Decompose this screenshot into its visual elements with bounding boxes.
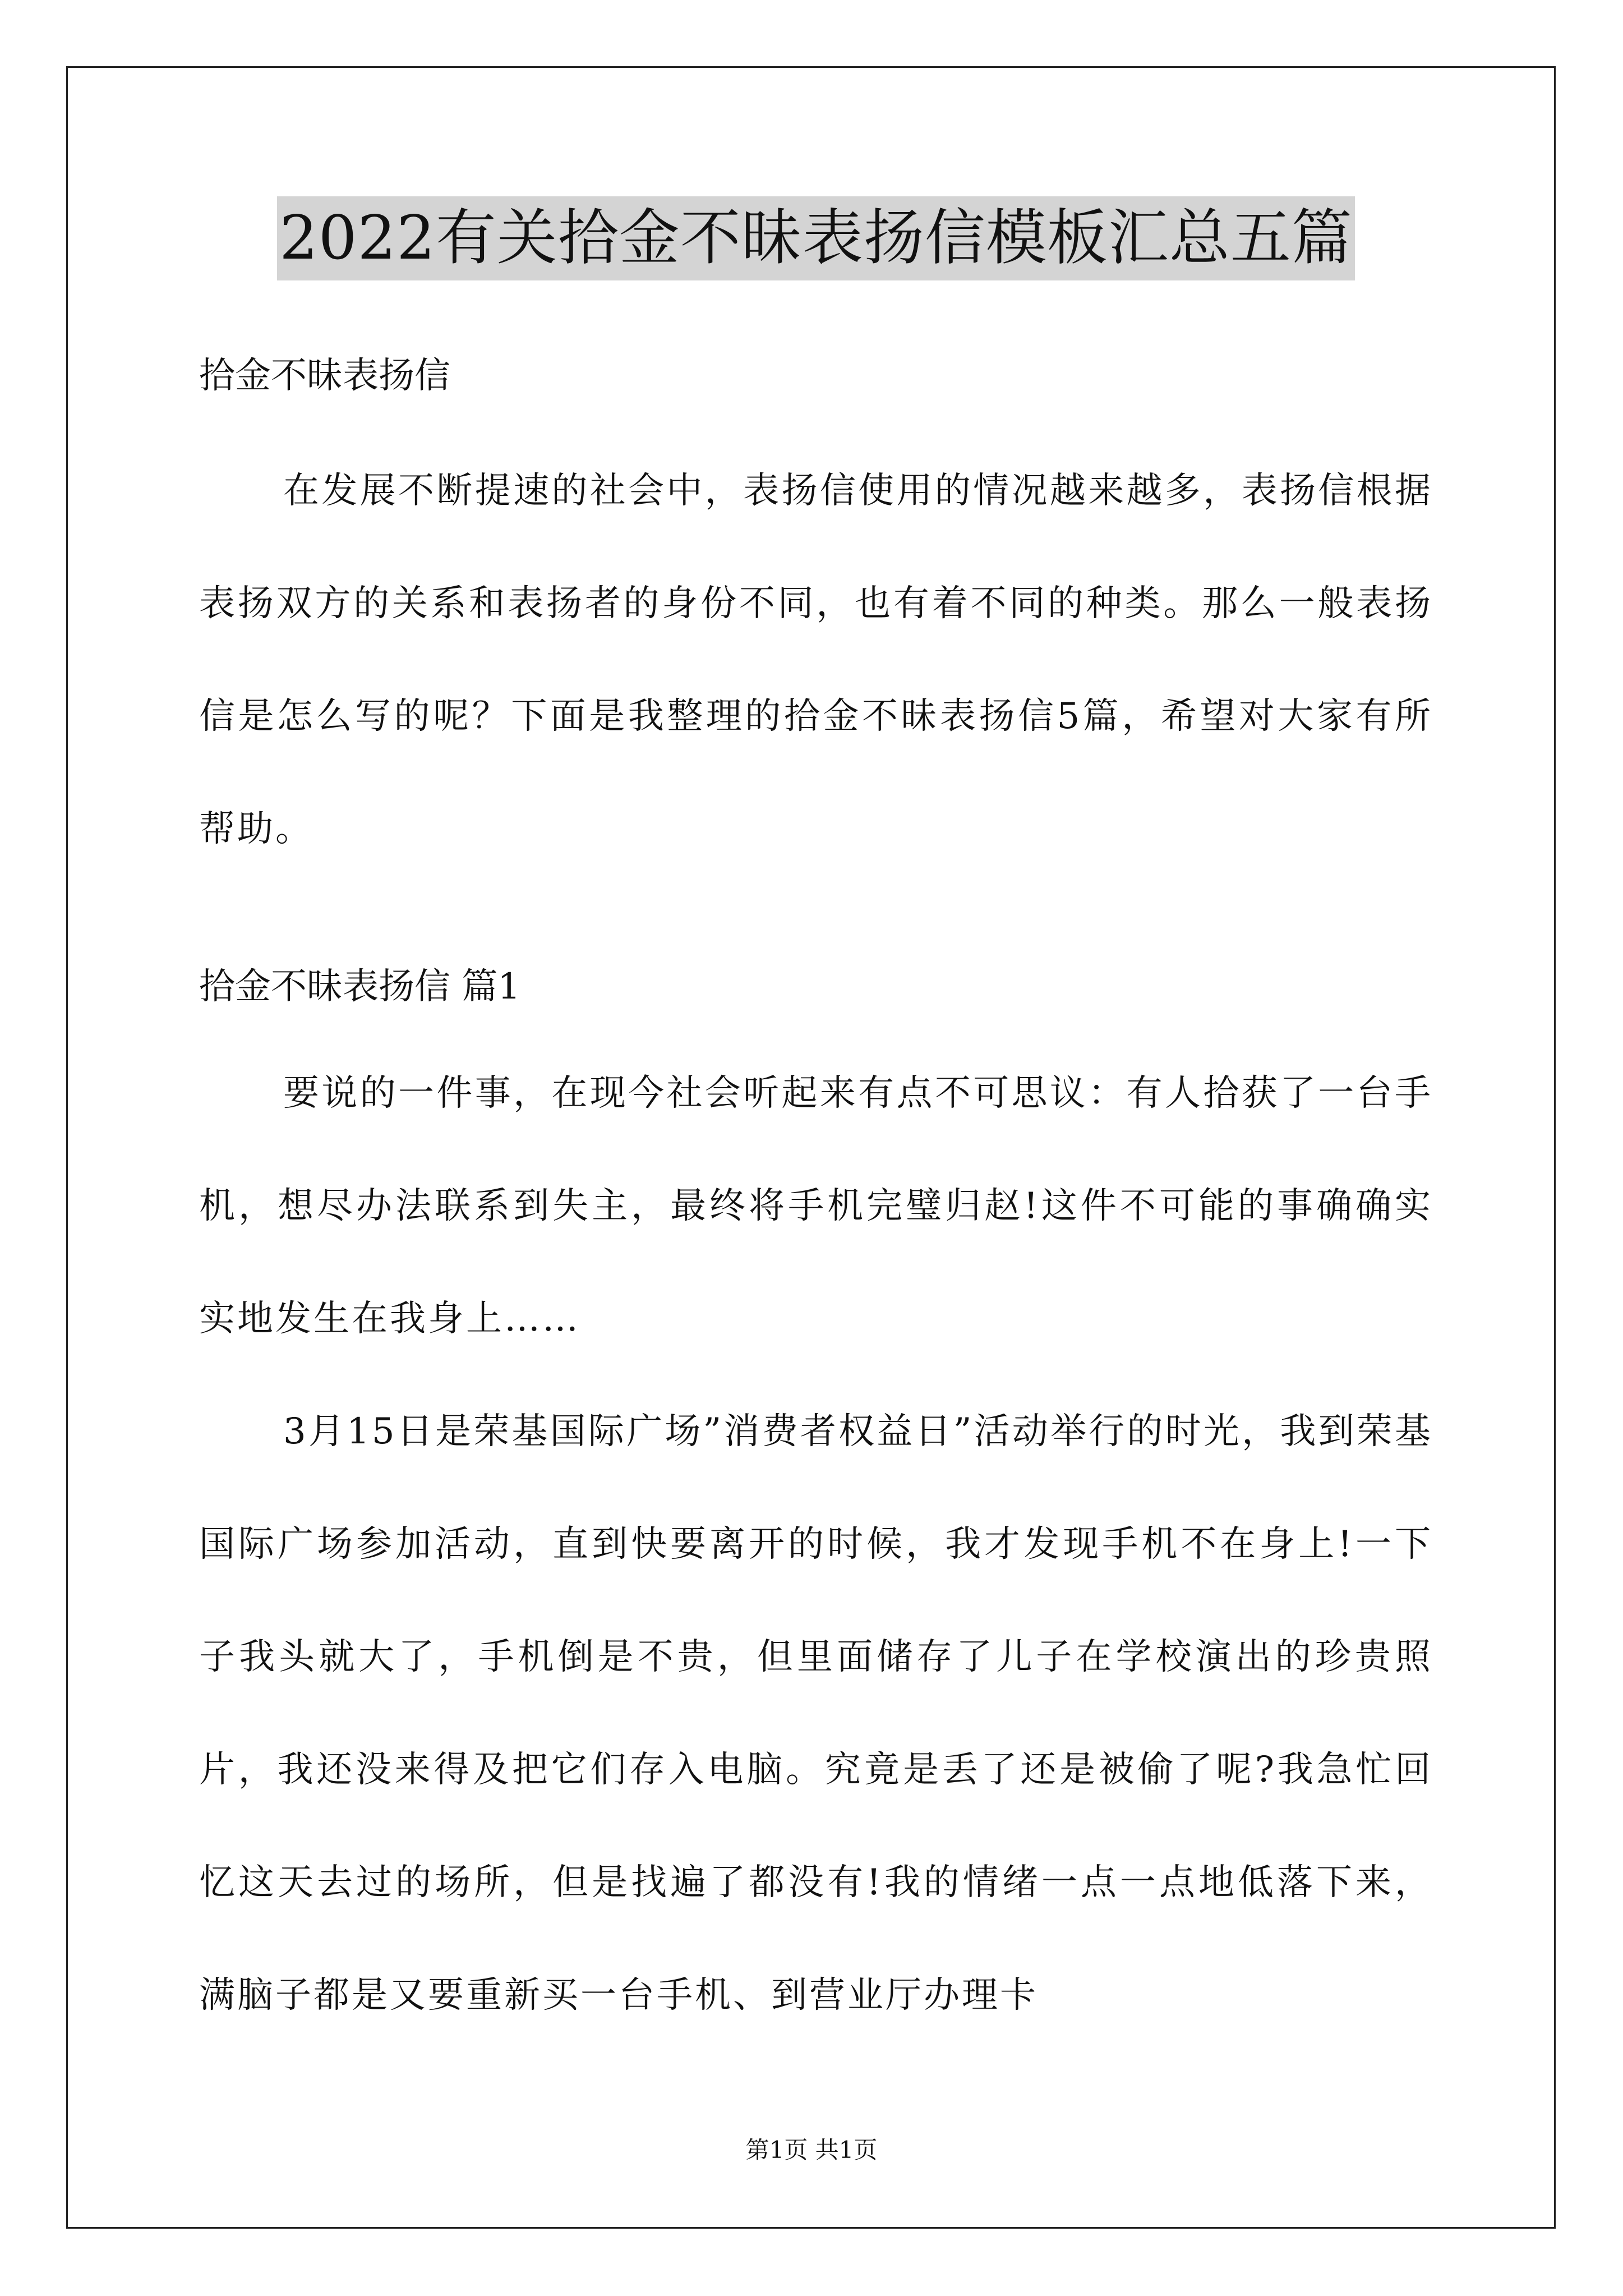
document-body [199,196,1433,2052]
intro-block [199,435,1433,886]
page-footer: 第1页 共1页 [745,2136,878,2164]
document-title: 2022有关拾金不昧表扬信模板汇总五篇 [277,196,1355,280]
section1-paragraph-1: 要说的一件事，在现今社会听起来有点不可思议：有人拾获了一台手机，想尽办法联系到失主，最终将手机完璧归赵!这件不可能的事确确实实地发生在我身上…… [199,1073,1433,1340]
section1-heading: 拾金不昧表扬信 篇1 [199,966,521,1007]
title-wrap [199,196,1433,280]
section1-paragraph-2: 3月15日是荣基国际广场”消费者权益日”活动举行的时光，我到荣基国际广场参加活动，直到快要离开的时候，我才发现手机不在身上!一下子我头就大了，手机倒是不贵，但里面储存了儿子在学校演出的珍贵照片，我还没来得及把它们存入电脑。究竟是丢了还是被偷了呢?我急忙回忆这天去过的场所，但是找遍了都没有!我的情绪一点一点地低落下来，满脑子都是又要重新买一台手机、到营业厅办理卡 [199,1411,1433,2016]
intro-heading: 拾金不昧表扬信 [199,355,450,397]
intro-paragraph: 在发展不断提速的社会中，表扬信使用的情况越来越多，表扬信根据表扬双方的关系和表扬者的身份不同，也有着不同的种类。那么一般表扬信是怎么写的呢？下面是我整理的拾金不昧表扬信5篇，希望对大家有所帮助。 [199,470,1433,850]
